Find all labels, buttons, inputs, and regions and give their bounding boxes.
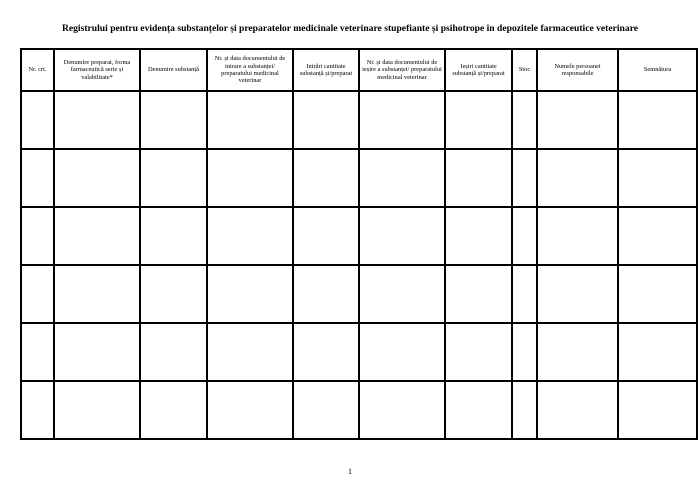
table-cell[interactable] — [618, 381, 697, 439]
table-cell[interactable] — [54, 149, 140, 207]
table-cell[interactable] — [140, 265, 207, 323]
table-cell[interactable] — [537, 207, 618, 265]
table-cell[interactable] — [21, 381, 54, 439]
table-cell[interactable] — [359, 265, 445, 323]
table-row — [21, 207, 697, 265]
table-cell[interactable] — [54, 323, 140, 381]
table-cell[interactable] — [537, 381, 618, 439]
table-cell[interactable] — [359, 381, 445, 439]
table-cell[interactable] — [512, 149, 537, 207]
table-cell[interactable] — [54, 265, 140, 323]
table-cell[interactable] — [512, 207, 537, 265]
table-cell[interactable] — [207, 381, 293, 439]
table-cell[interactable] — [537, 265, 618, 323]
table-cell[interactable] — [537, 149, 618, 207]
table-cell[interactable] — [207, 207, 293, 265]
table-cell[interactable] — [512, 91, 537, 149]
table-cell[interactable] — [140, 381, 207, 439]
table-cell[interactable] — [21, 149, 54, 207]
table-cell[interactable] — [207, 323, 293, 381]
table-cell[interactable] — [445, 149, 512, 207]
table-cell[interactable] — [618, 91, 697, 149]
column-header-exit-document: Nr. și data documentului de ieșire a substanței/ preparatului medicinal veterinar — [359, 49, 445, 91]
table-cell[interactable] — [537, 91, 618, 149]
table-row — [21, 323, 697, 381]
table-cell[interactable] — [445, 381, 512, 439]
table-cell[interactable] — [359, 323, 445, 381]
table-cell[interactable] — [21, 91, 54, 149]
register-table — [20, 48, 698, 440]
table-cell[interactable] — [293, 323, 359, 381]
table-cell[interactable] — [21, 265, 54, 323]
table-cell[interactable] — [618, 323, 697, 381]
table-cell[interactable] — [359, 91, 445, 149]
column-header-signature: Semnătura — [618, 49, 697, 91]
table-cell[interactable] — [512, 323, 537, 381]
table-cell[interactable] — [54, 91, 140, 149]
column-header-substance-name: Denumire substanță — [140, 49, 207, 91]
table-cell[interactable] — [618, 265, 697, 323]
column-header-nr-crt: Nr. crt. — [21, 49, 54, 91]
column-header-entry-quantity: Intrări cantitate substanță și/preparat — [293, 49, 359, 91]
table-cell[interactable] — [140, 91, 207, 149]
column-header-exit-quantity: Ieșiri cantitate substanță și/preparat — [445, 49, 512, 91]
header-row — [21, 49, 697, 91]
table-cell[interactable] — [140, 149, 207, 207]
column-header-entry-document: Nr. și data documentului de intrare a substanței/ preparatului medicinal veterinar — [207, 49, 293, 91]
table-cell[interactable] — [54, 381, 140, 439]
table-cell[interactable] — [618, 149, 697, 207]
table-cell[interactable] — [512, 381, 537, 439]
table-cell[interactable] — [21, 323, 54, 381]
table-cell[interactable] — [512, 265, 537, 323]
table-row — [21, 381, 697, 439]
table-cell[interactable] — [140, 323, 207, 381]
table-cell[interactable] — [54, 207, 140, 265]
register-body — [21, 91, 697, 439]
table-cell[interactable] — [445, 323, 512, 381]
table-cell[interactable] — [293, 381, 359, 439]
table-cell[interactable] — [207, 265, 293, 323]
register-title: Registrului pentru evidența substanțelor și preparatelor medicinale veterinare stupefiante și psihotrope în depozitele farmaceutice veterinare — [61, 23, 639, 34]
table-cell[interactable] — [359, 207, 445, 265]
table-cell[interactable] — [359, 149, 445, 207]
column-header-stock: Stoc — [512, 49, 537, 91]
column-header-product-name: Denumire preparat, forma farmaceutică serie și valabilitate* — [54, 49, 140, 91]
table-row — [21, 91, 697, 149]
column-header-responsible-person: Numele persoanei responsabile — [537, 49, 618, 91]
page-number: 1 — [348, 467, 352, 476]
table-cell[interactable] — [21, 207, 54, 265]
table-cell[interactable] — [537, 323, 618, 381]
table-cell[interactable] — [207, 91, 293, 149]
table-row — [21, 265, 697, 323]
table-cell[interactable] — [618, 207, 697, 265]
table-cell[interactable] — [445, 207, 512, 265]
table-cell[interactable] — [293, 149, 359, 207]
table-cell[interactable] — [207, 149, 293, 207]
table-cell[interactable] — [293, 207, 359, 265]
table-cell[interactable] — [445, 91, 512, 149]
table-cell[interactable] — [293, 265, 359, 323]
table-cell[interactable] — [293, 91, 359, 149]
table-cell[interactable] — [445, 265, 512, 323]
table-cell[interactable] — [140, 207, 207, 265]
table-row — [21, 149, 697, 207]
